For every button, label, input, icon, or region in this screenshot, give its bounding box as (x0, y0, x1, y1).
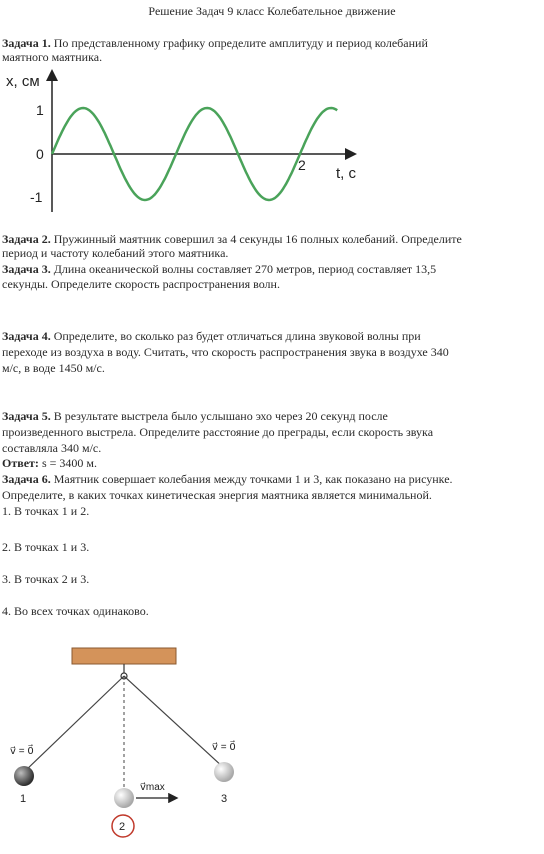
pendulum-figure (0, 640, 300, 854)
task2-text2: период и частоту колебаний этого маятника. (2, 246, 229, 260)
point-1-label: 1 (20, 793, 27, 805)
task1-text2: маятного маятника. (2, 50, 103, 64)
ball-position-1 (14, 766, 34, 786)
task6-option-3: 3. В точках 2 и 3. (2, 572, 90, 586)
task6-line1 (2, 472, 453, 486)
v-zero-right-label: v⃗ = 0⃗ (212, 742, 236, 753)
task2-label: Задача 2. (2, 232, 51, 246)
v-max-label: v⃗max (140, 782, 165, 793)
task5-label: Задача 5. (2, 409, 51, 423)
task2-text1: Пружинный маятник совершил за 4 секунды 16 полных колебаний. Определите (53, 232, 462, 246)
task5-answer-value: s = 3400 м. (41, 456, 97, 470)
task6-text1: Маятник совершает колебания между точками 1 и 3, как показано на рисунке. (53, 472, 453, 486)
task5-text3: составляла 340 м/с. (2, 441, 102, 455)
task4-text3: м/с, в воде 1450 м/с. (2, 361, 105, 375)
task6-option-2: 2. В точках 1 и 3. (2, 540, 90, 554)
ball-position-2 (114, 788, 134, 808)
thread-left (24, 676, 124, 772)
task5-line1 (2, 409, 388, 423)
thread-right (124, 676, 224, 768)
x-tick-2: 2 (298, 157, 306, 173)
y-tick-1: 1 (36, 102, 44, 118)
y-tick-minus1: -1 (30, 189, 43, 205)
v-zero-left-label: v⃗ = 0⃗ (10, 746, 34, 757)
ball-position-3 (214, 762, 234, 782)
task3-text2: секунды. Определите скорость распространения волн. (2, 277, 280, 291)
task3-label: Задача 3. (2, 262, 51, 276)
task6-text2: Определите, в каких точках кинетическая энергия маятника является минимальной. (2, 488, 432, 502)
task3-line1 (2, 262, 436, 276)
task5-text1: В результате выстрела было услышано эхо через 20 секунд после (53, 409, 388, 423)
y-tick-0: 0 (36, 146, 44, 162)
oscillation-graph (0, 62, 380, 222)
point-3-label: 3 (221, 793, 228, 805)
task3-text1: Длина океанической волны составляет 270 метров, период составляет 13,5 (53, 262, 437, 276)
task4-line1 (2, 329, 421, 343)
task1-line1 (2, 36, 428, 50)
task5-answer-label: Ответ: (2, 456, 39, 470)
point-2-label: 2 (119, 821, 126, 833)
x-axis-label: t, c (336, 165, 357, 182)
task5-text2: произведенного выстрела. Определите расстояние до преграды, если скорость звука (2, 425, 434, 439)
task4-label: Задача 4. (2, 329, 51, 343)
pendulum-support (72, 648, 176, 664)
task2-line1 (2, 232, 462, 246)
page-header: Решение Задач 9 класс Колебательное движение (148, 4, 396, 18)
task6-option-1: 1. В точках 1 и 2. (2, 504, 90, 518)
task5-answer (2, 456, 97, 470)
y-axis-label: x, см (6, 73, 40, 90)
task1-label: Задача 1. (2, 36, 51, 50)
task1-text1: По представленному графику определите амплитуду и период колебаний (53, 36, 428, 50)
task6-option-4: 4. Во всех точках одинаково. (2, 604, 149, 618)
task4-text2: переходе из воздуха в воду. Считать, что скорость распространения звука в воздухе 340 (2, 345, 449, 359)
task6-label: Задача 6. (2, 472, 51, 486)
task4-text1: Определите, во сколько раз будет отличаться длина звуковой волны при (53, 329, 421, 343)
